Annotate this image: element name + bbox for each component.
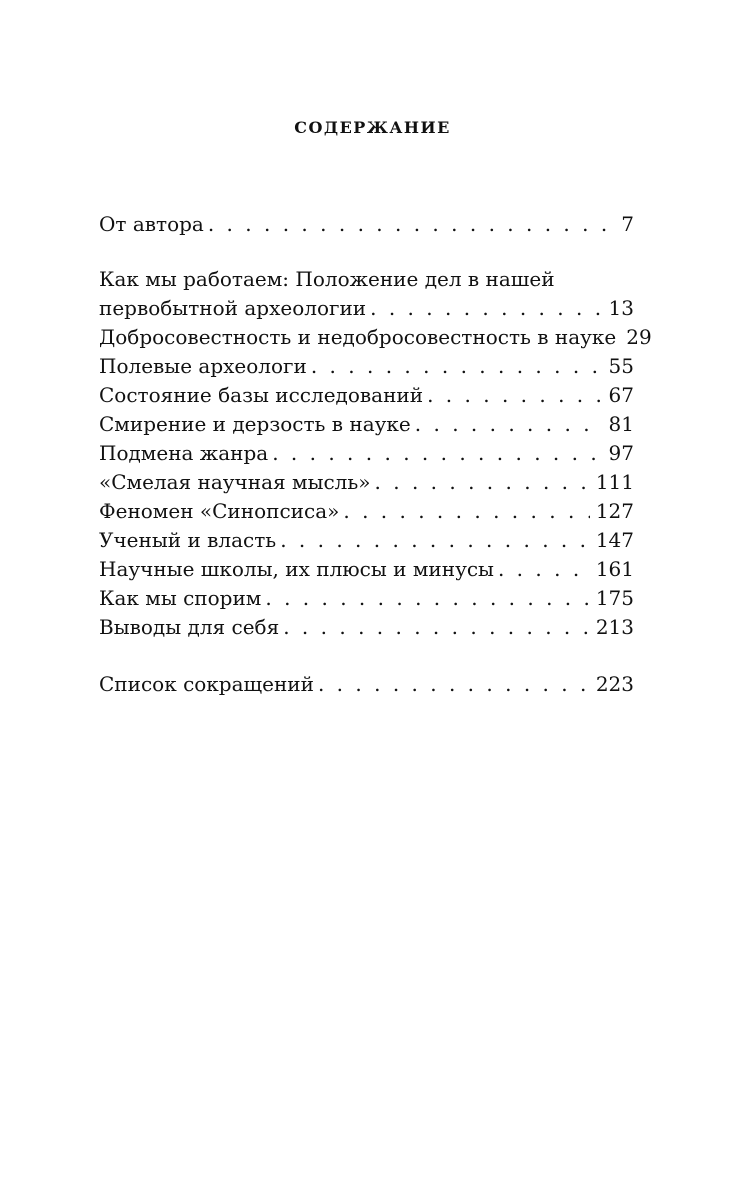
toc-entry-label: Список сокращений	[99, 672, 314, 696]
toc-entry-label: Смирение и дерзость в науке	[99, 412, 411, 436]
toc-entry-page: 97	[608, 441, 634, 465]
toc-entry[interactable]	[99, 410, 634, 439]
toc-entry-label: Полевые археологи	[99, 354, 307, 378]
toc-entry[interactable]	[99, 555, 634, 584]
toc-entry-label: Добросовестность и недобросовестность в науке	[99, 325, 617, 349]
toc-entry[interactable]	[99, 323, 652, 352]
toc-entry-page: 111	[595, 470, 634, 494]
page-title: содержание	[294, 112, 451, 139]
toc-entry-label-line2: первобытной археологии	[99, 296, 367, 320]
toc-entry-page: 161	[595, 557, 634, 581]
toc-entry-chapter-1[interactable]	[99, 294, 634, 323]
toc-entry[interactable]	[99, 497, 634, 526]
toc-entry-label: Как мы спорим	[99, 586, 262, 610]
dot-leader	[498, 555, 590, 584]
toc-entry[interactable]	[99, 613, 634, 642]
toc-entry-page: 13	[608, 296, 634, 320]
toc-entry-author[interactable]	[99, 210, 634, 239]
toc-entry-page: 7	[621, 212, 634, 236]
toc-entry[interactable]	[99, 381, 634, 410]
dot-leader	[318, 670, 590, 699]
dot-leader	[311, 352, 603, 381]
toc-entry-page: 147	[595, 528, 634, 552]
table-of-contents	[99, 210, 652, 699]
dot-leader	[208, 210, 612, 239]
toc-entry[interactable]	[99, 584, 634, 613]
toc-entry-label-line1: Как мы работаем: Положение дел в нашей	[99, 267, 555, 291]
dot-leader	[375, 468, 590, 497]
toc-group-chapters	[99, 265, 652, 642]
dot-leader	[265, 584, 589, 613]
dot-leader	[415, 410, 603, 439]
toc-entry-page: 223	[595, 672, 634, 696]
toc-entry-label: Выводы для себя	[99, 615, 280, 639]
toc-entry-abbreviations[interactable]	[99, 670, 634, 699]
toc-entry[interactable]	[99, 352, 634, 381]
toc-entry-page: 67	[608, 383, 634, 407]
toc-entry-label: Ученый и власть	[99, 528, 277, 552]
toc-group-appendix	[99, 670, 634, 699]
dot-leader	[283, 613, 590, 642]
toc-entry-page: 29	[626, 325, 652, 349]
toc-entry-page: 55	[608, 354, 634, 378]
dot-leader	[427, 381, 602, 410]
toc-entry[interactable]	[99, 439, 634, 468]
toc-entry-page: 127	[595, 499, 634, 523]
dot-leader	[343, 497, 589, 526]
dot-leader	[280, 526, 590, 555]
toc-entry-page: 81	[608, 412, 634, 436]
toc-entry-label: Подмена жанра	[99, 441, 269, 465]
toc-entry-label: Научные школы, их плюсы и минусы	[99, 557, 494, 581]
dot-leader	[370, 294, 602, 323]
toc-entry[interactable]	[99, 468, 634, 497]
toc-entry-label: Феномен «Синопсиса»	[99, 499, 340, 523]
dot-leader	[272, 439, 602, 468]
toc-entry[interactable]	[99, 526, 634, 555]
toc-entry-page: 175	[595, 586, 634, 610]
toc-group-author	[99, 210, 634, 239]
toc-entry-page: 213	[595, 615, 634, 639]
toc-entry-label: От автора	[99, 212, 204, 236]
toc-entry-label: «Смелая научная мысль»	[99, 470, 371, 494]
toc-entry-label: Состояние базы исследований	[99, 383, 424, 407]
